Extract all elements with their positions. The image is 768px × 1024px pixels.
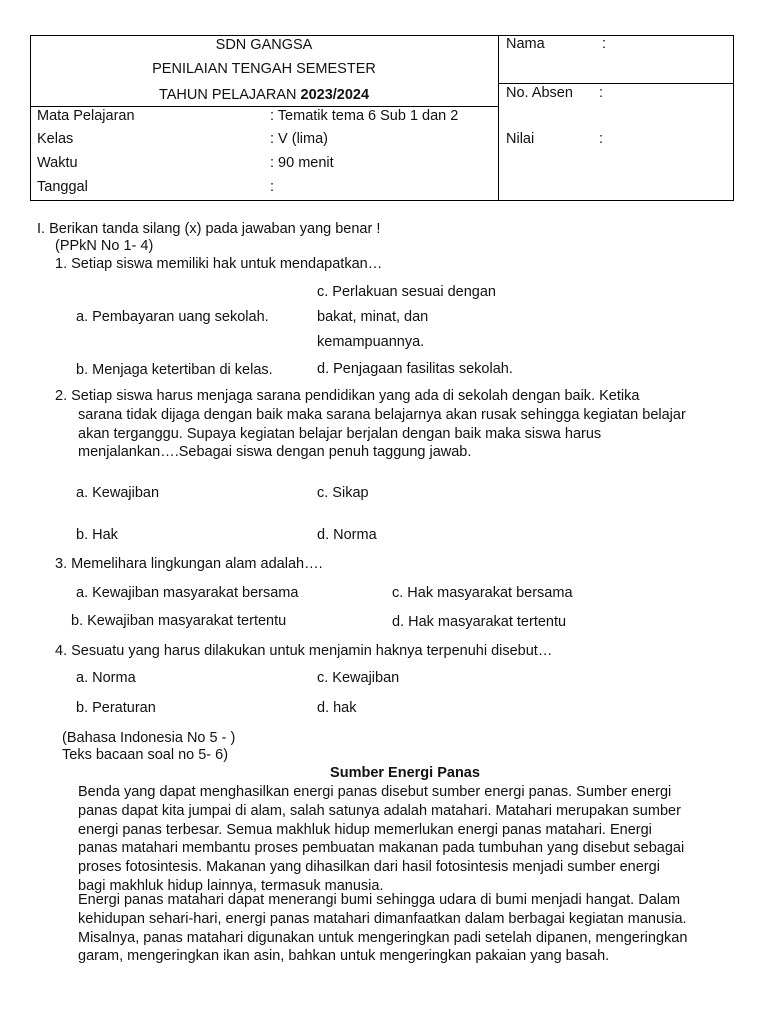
date-value: : (270, 179, 275, 195)
section-2-subject: (Bahasa Indonesia No 5 - ) (62, 730, 236, 746)
passage-line: energi panas terbesar. Semua makhluk hidup memerlukan energi panas matahari. Energi (78, 821, 652, 838)
question-2-line-4: menjalankan….Sebagai siswa dengan penuh taggung jawab. (78, 444, 472, 460)
q2-option-b: b. Hak (76, 527, 118, 543)
q3-option-d: d. Hak masyarakat tertentu (392, 614, 567, 630)
name-colon: : (602, 36, 607, 52)
passage-line: Benda yang dapat menghasilkan energi panas disebut sumber energi panas. Sumber energi (78, 784, 672, 800)
passage-line: bagi makhluk hidup lainnya, termasuk manusia. (78, 877, 384, 894)
name-label: Nama (506, 36, 545, 52)
absen-label: No. Absen (506, 85, 573, 101)
question-1: 1. Setiap siswa memiliki hak untuk mendapatkan… (55, 256, 383, 272)
passage-paragraph-2 (78, 891, 732, 966)
q1-option-a: a. Pembayaran uang sekolah. (76, 309, 269, 325)
passage-line: kehidupan sehari-hari, energi panas matahari dimanfaatkan dalam berbagai kegiatan manusia. (78, 910, 687, 927)
class-value: : V (lima) (270, 131, 328, 147)
q4-option-a: a. Norma (76, 670, 136, 686)
q3-option-c: c. Hak masyarakat bersama (392, 585, 573, 601)
q4-option-b: b. Peraturan (76, 700, 156, 716)
q3-option-a: a. Kewajiban masyarakat bersama (76, 585, 299, 601)
class-label: Kelas (37, 131, 74, 147)
score-label: Nilai (506, 131, 535, 147)
question-4: 4. Sesuatu yang harus dilakukan untuk menjamin haknya terpenuhi disebut… (55, 643, 553, 659)
question-3: 3. Memelihara lingkungan alam adalah…. (55, 556, 323, 572)
question-2-line-1: 2. Setiap siswa harus menjaga sarana pendidikan yang ada di sekolah dengan baik. Ketika (55, 388, 640, 404)
q1-option-b: b. Menjaga ketertiban di kelas. (76, 362, 273, 378)
section-subject: (PPkN No 1- 4) (55, 238, 154, 254)
section-instruction: I. Berikan tanda silang (x) pada jawaban yang benar ! (37, 221, 381, 237)
q4-option-d: d. hak (317, 700, 357, 716)
time-label: Waktu (37, 155, 78, 171)
header-divider-right (498, 83, 734, 84)
header-divider-vertical (498, 35, 499, 201)
academic-year (30, 87, 498, 104)
question-2-line-3: akan terganggu. Supaya kegiatan belajar berjalan dengan baik maka siswa harus (78, 426, 602, 442)
passage-line: proses fotosintesis. Makanan yang dihasilkan dari hasil fotosintesis menjadi sumber energi (78, 859, 660, 876)
passage-title: Sumber Energi Panas (330, 765, 480, 781)
subject-label: Mata Pelajaran (37, 108, 135, 124)
passage-line: Misalnya, panas matahari digunakan untuk mengeringkan padi setelah dipanen, mengeringkan (78, 929, 688, 946)
academic-year-label: TAHUN PELAJARAN (158, 87, 301, 103)
passage-line: Energi panas matahari dapat menerangi bumi sehingga udara di bumi menjadi hangat. Dalam (78, 892, 681, 908)
q1-option-c-line2: bakat, minat, dan (317, 309, 429, 325)
header-divider-left (30, 106, 498, 107)
school-name: SDN GANGSA (215, 37, 313, 53)
passage-line: panas matahari membantu proses pembuatan makanan pada tumbuhan yang disebut sebagai (78, 840, 685, 857)
q2-option-d: d. Norma (317, 527, 377, 543)
passage-paragraph-1 (78, 783, 732, 896)
academic-year-value: 2023/2024 (300, 87, 370, 103)
date-label: Tanggal (37, 179, 88, 195)
q1-option-c-line3: kemampuannya. (317, 334, 425, 350)
q2-option-c: c. Sikap (317, 485, 369, 501)
exam-title: PENILAIAN TENGAH SEMESTER (152, 61, 376, 77)
q1-option-d: d. Penjagaan fasilitas sekolah. (317, 361, 513, 377)
absen-colon: : (599, 85, 604, 101)
score-colon: : (599, 131, 604, 147)
passage-line: panas dapat kita jumpai di alam, salah satunya adalah matahari. Matahari merupakan sumber (78, 802, 681, 819)
q2-option-a: a. Kewajiban (76, 485, 160, 501)
q4-option-c: c. Kewajiban (317, 670, 400, 686)
subject-value: : Tematik tema 6 Sub 1 dan 2 (270, 108, 459, 124)
time-value: : 90 menit (270, 155, 334, 171)
passage-line: garam, mengeringkan ikan asin, bahkan untuk mengeringkan pakaian yang basah. (78, 948, 610, 965)
section-2-reading-label: Teks bacaan soal no 5- 6) (62, 747, 229, 763)
question-2-line-2: sarana tidak dijaga dengan baik maka sarana belajarnya akan rusak sehingga kegiatan belajar (78, 407, 686, 423)
q3-option-b: b. Kewajiban masyarakat tertentu (71, 613, 287, 629)
q1-option-c-line1: c. Perlakuan sesuai dengan (317, 284, 496, 300)
